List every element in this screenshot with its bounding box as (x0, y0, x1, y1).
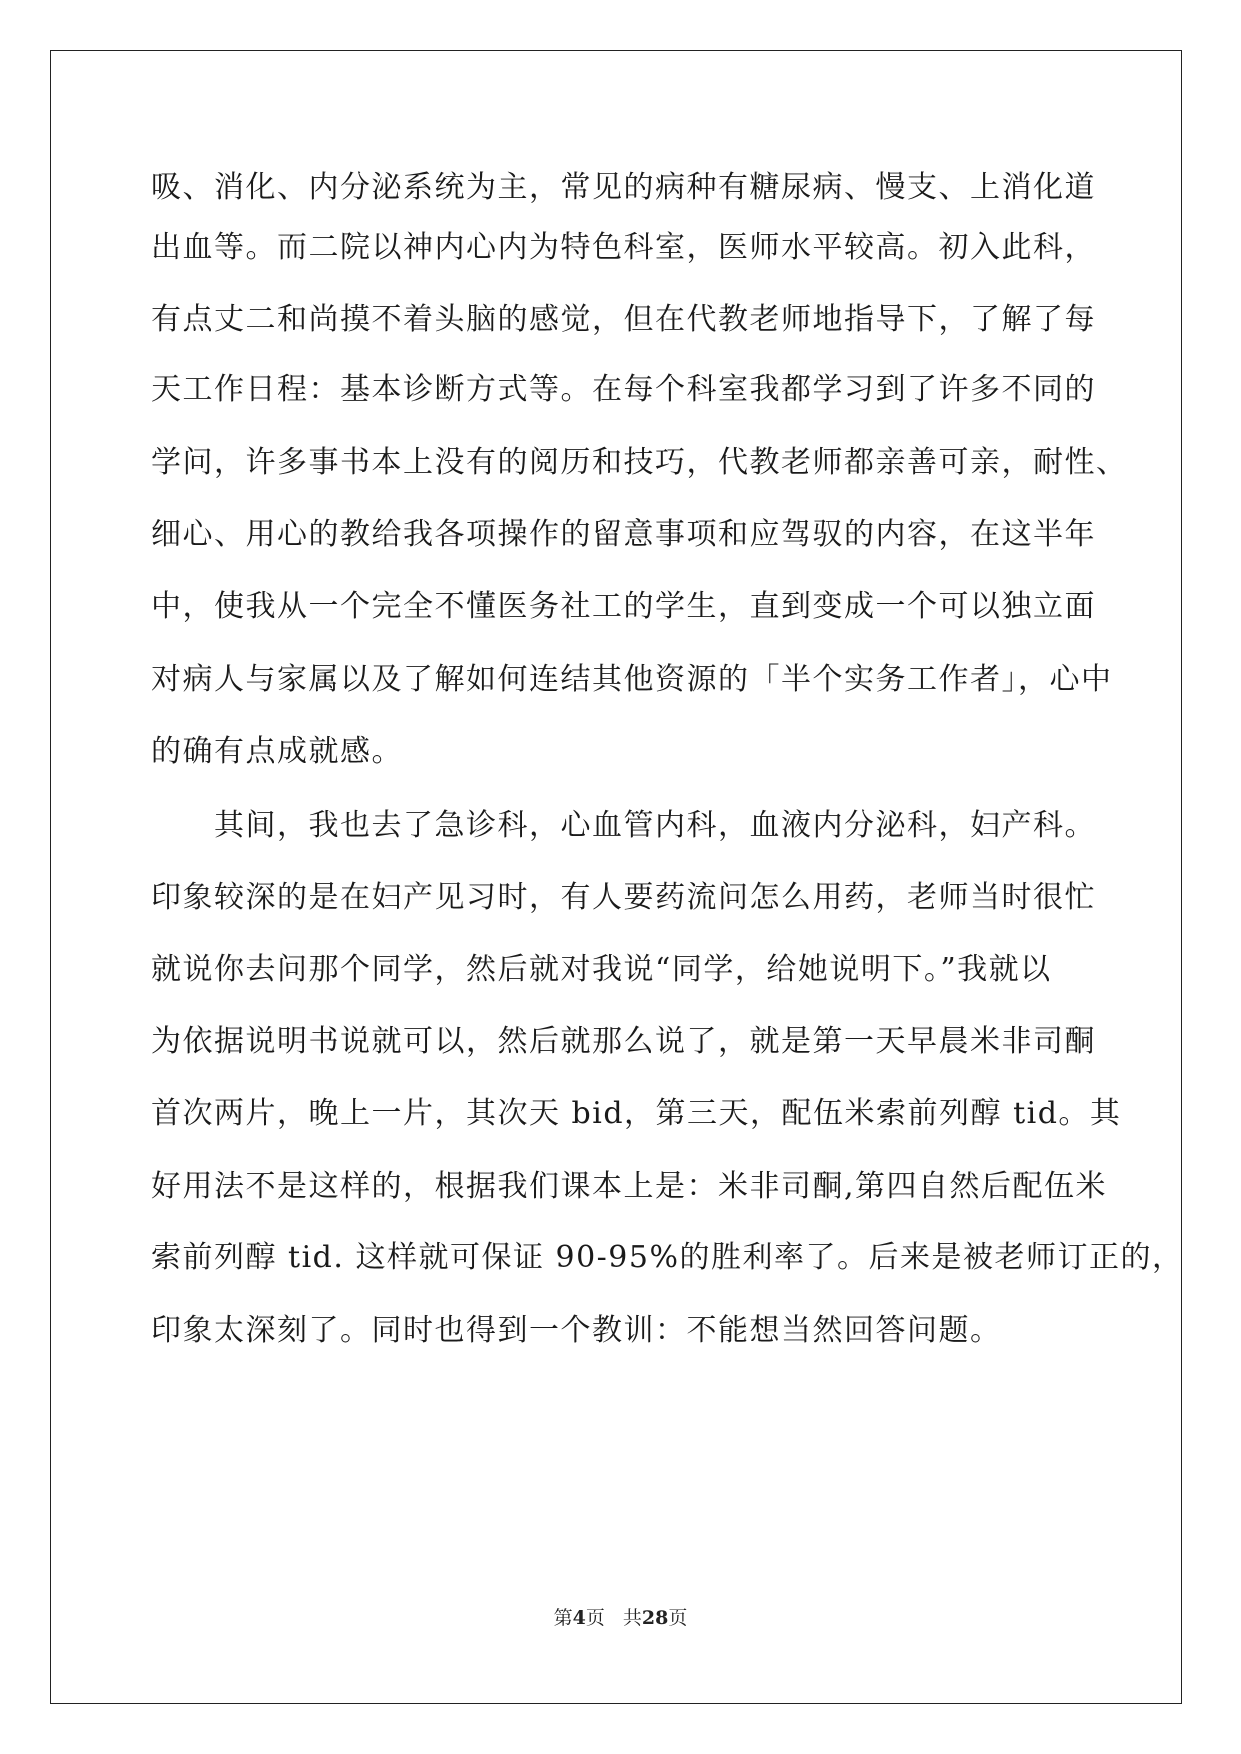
body-line: 吸、消化、内分泌系统为主，常见的病种有糖尿病、慢支、上消化道 (151, 170, 1096, 205)
body-line: 有点丈二和尚摸不着头脑的感觉，但在代教老师地指导下，了解了每 (151, 302, 1096, 337)
body-line: 索前列醇 tid. 这样就可保证 90-95%的胜利率了。后来是被老师订正的， (151, 1240, 1184, 1275)
footer-prefix: 第 (553, 1607, 573, 1629)
total-page-count: 28 (641, 1607, 669, 1629)
footer-total-prefix: 共 (622, 1607, 642, 1629)
paragraph-first-line: 其间，我也去了急诊科，心血管内科，血液内分泌科，妇产科。 (214, 808, 1096, 843)
page-border (50, 50, 1182, 1704)
body-line: 出血等。而二院以神内心内为特色科室，医师水平较高。初入此科， (151, 230, 1096, 265)
body-line: 的确有点成就感。 (151, 734, 403, 769)
page-footer (0, 1606, 1241, 1630)
body-line: 细心、用心的教给我各项操作的留意事项和应驾驭的内容，在这半年 (151, 517, 1096, 552)
body-line: 印象太深刻了。同时也得到一个教训：不能想当然回答问题。 (151, 1313, 1002, 1348)
body-line: 就说你去问那个同学，然后就对我说“同学，给她说明下。”我就以 (151, 952, 1052, 987)
body-line: 对病人与家属以及了解如何连结其他资源的「半个实务工作者」，心中 (151, 662, 1113, 697)
body-line: 为依据说明书说就可以，然后就那么说了，就是第一天早晨米非司酮 (151, 1024, 1096, 1059)
body-line: 中，使我从一个完全不懂医务社工的学生，直到变成一个可以独立面 (151, 589, 1096, 624)
body-line: 学问，许多事书本上没有的阅历和技巧，代教老师都亲善可亲，耐性、 (151, 445, 1128, 480)
body-line: 首次两片，晚上一片，其次天 bid，第三天，配伍米索前列醇 tid。其 (151, 1096, 1122, 1131)
current-page-number: 4 (572, 1607, 586, 1629)
body-line: 天工作日程：基本诊断方式等。在每个科室我都学习到了许多不同的 (151, 372, 1096, 407)
body-line: 好用法不是这样的，根据我们课本上是：米非司酮,第四自然后配伍米 (151, 1169, 1108, 1204)
footer-total-suffix: 页 (668, 1607, 688, 1629)
footer-page-suffix: 页 (585, 1607, 605, 1629)
body-line: 印象较深的是在妇产见习时，有人要药流问怎么用药，老师当时很忙 (151, 880, 1096, 915)
